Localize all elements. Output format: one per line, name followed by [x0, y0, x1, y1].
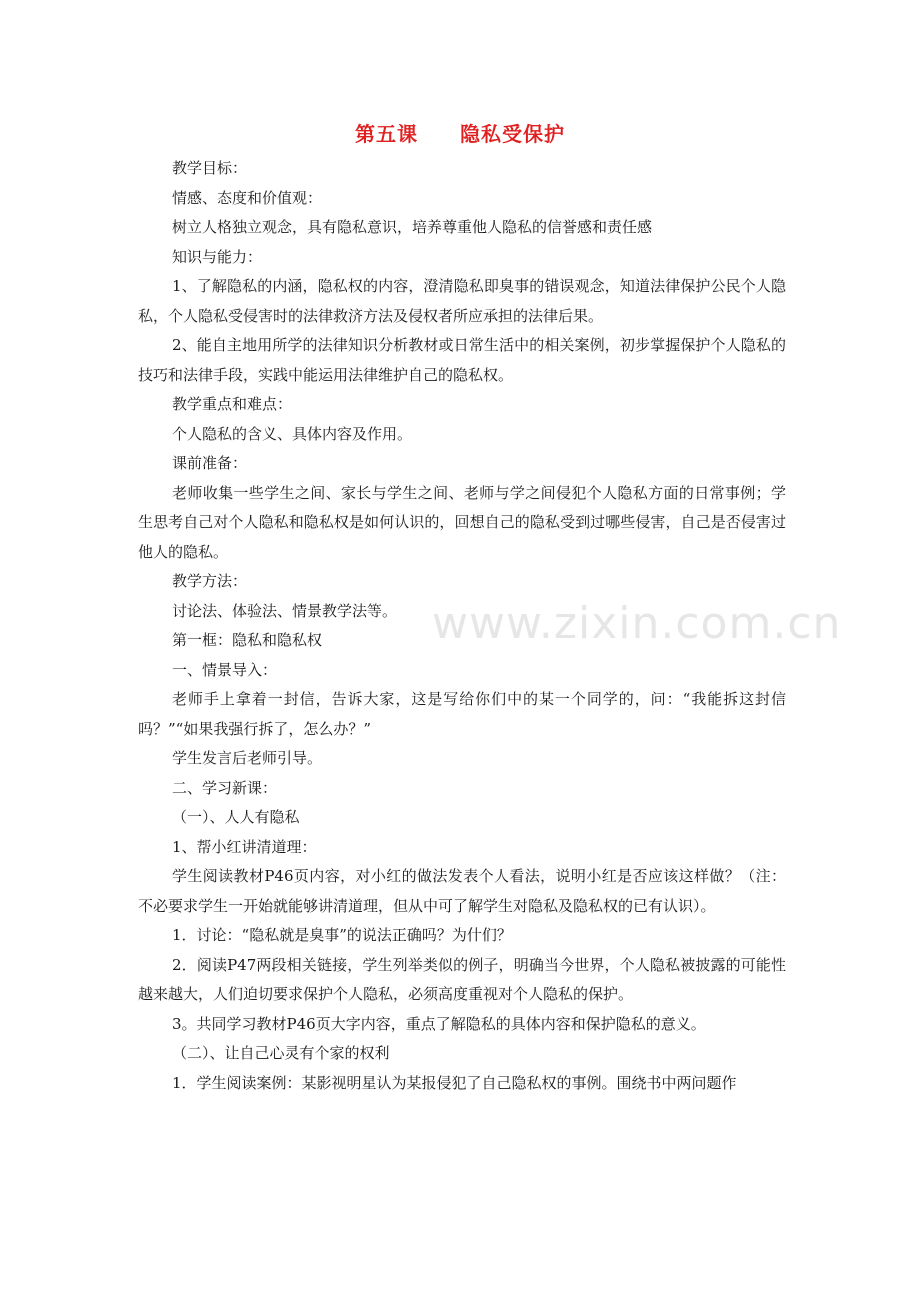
- paragraph: 课前准备：: [172, 454, 248, 472]
- page-title: 第五课 隐私受保护: [355, 122, 565, 146]
- paragraph: 教学重点和难点：: [172, 395, 293, 413]
- paragraph: 教学方法：: [172, 572, 248, 590]
- paragraph: 一、情景导入：: [172, 660, 278, 679]
- paragraph: 树立人格独立观念，具有隐私意识，培养尊重他人隐私的信誉感和责任感: [172, 218, 653, 236]
- paragraph: 教学目标：: [172, 159, 248, 177]
- paragraph: 1．讨论：“隐私就是臭事”的说法正确吗？为什们？: [172, 926, 512, 944]
- paragraph: 学生发言后老师引导。: [172, 749, 323, 767]
- paragraph: 2．阅读P47两段相关链接，学生列举类似的例子，明确当今世界，个人隐私被披露的可能性越来越大，人们迫切要求保护个人隐私，必须高度重视对个人隐私的保护。: [138, 955, 786, 1003]
- paragraph: 老师手上拿着一封信，告诉大家，这是写给你们中的某一个同学的，问：“我能拆这封信吗？”“如果我强行拆了，怎么办？”: [138, 690, 786, 738]
- paragraph: 个人隐私的含义、具体内容及作用。: [172, 424, 413, 443]
- paragraph: 老师收集一些学生之间、家长与学生之间、老师与学之间侵犯个人隐私方面的日常事例；学生思考自己对个人隐私和隐私权是如何认识的，回想自己的隐私受到过哪些侵害，自己是否侵害过他人的隐私。: [138, 483, 786, 561]
- paragraph: 1、了解隐私的内涵，隐私权的内容，澄清隐私即臭事的错误观念，知道法律保护公民个人隐私，个人隐私受侵害时的法律救济方法及侵权者所应承担的法律后果。: [138, 277, 786, 325]
- paragraph: 知识与能力：: [172, 247, 263, 266]
- paragraph: 1．学生阅读案例：某影视明星认为某报侵犯了自己隐私权的事例。围绕书中两问题作: [172, 1073, 737, 1092]
- paragraph: 1、帮小红讲清道理：: [172, 837, 317, 856]
- paragraph: 2、能自主地用所学的法律知识分析教材或日常生活中的相关案例，初步掌握保护个人隐私的技巧和法律手段，实践中能运用法律维护自己的隐私权。: [138, 336, 786, 384]
- paragraph: （二）、让自己心灵有个家的权利: [172, 1044, 390, 1062]
- paragraph: 情感、态度和价值观：: [172, 188, 323, 207]
- paragraph: （一）、人人有隐私: [172, 808, 300, 826]
- paragraph: 学生阅读教材P46页内容，对小红的做法发表个人看法，说明小红是否应该这样做？（注：不必要求学生一开始就能够讲清道理，但从中可了解学生对隐私及隐私权的已有认识）。: [138, 867, 786, 915]
- paragraph: 第一框：隐私和隐私权: [172, 631, 323, 649]
- paragraph: 二、学习新课：: [172, 778, 278, 797]
- paragraph: 讨论法、体验法、情景教学法等。: [172, 601, 398, 620]
- paragraph: 3。共同学习教材P46页大字内容，重点了解隐私的具体内容和保护隐私的意义。: [172, 1014, 706, 1033]
- watermark: www.zixin.com.cn: [432, 598, 842, 649]
